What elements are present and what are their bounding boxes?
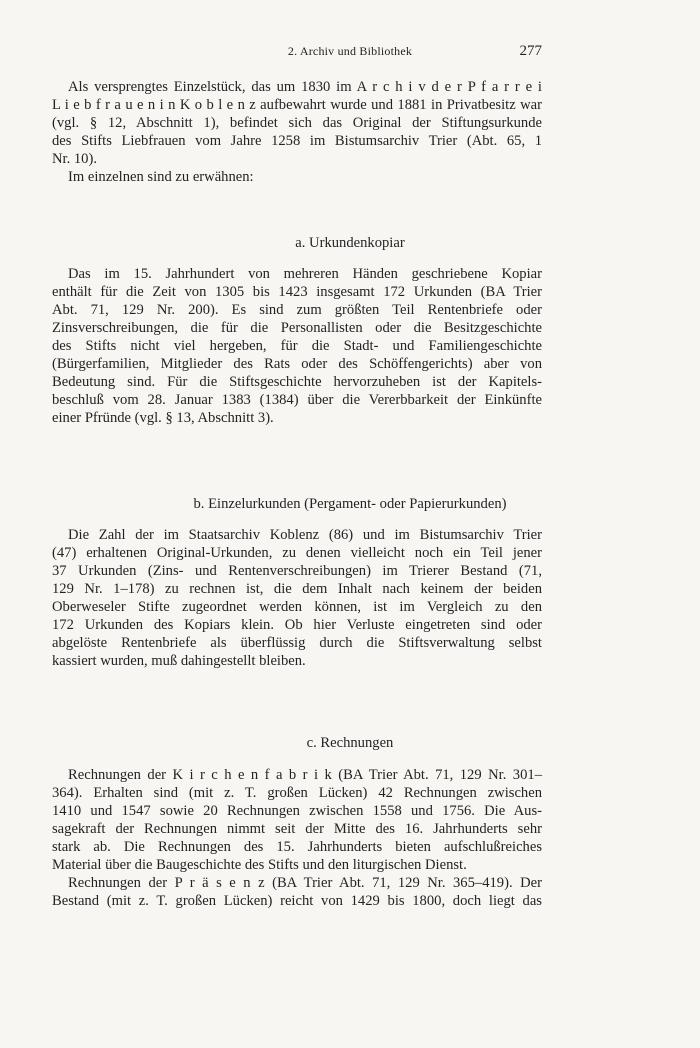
page-number: 277 xyxy=(519,43,542,59)
text-line: L i e b f r a u e n i n K o b l e n z aufbewahrt wurde und 1881 in Privatbesitz war xyxy=(52,97,542,113)
text-line: Als versprengtes Einzelstück, das um 1830 im A r c h i v d e r P f a r r e i xyxy=(68,79,542,95)
section-c-body xyxy=(52,766,542,910)
text-line: Bestand (mit z. T. großen Lücken) reicht von 1429 bis 1800, doch liegt das xyxy=(52,893,542,909)
text-line: 37 Urkunden (Zins- und Rentenverschreibungen) im Trierer Bestand (71, xyxy=(52,563,542,579)
text-line: (47) erhaltenen Original-Urkunden, zu denen vielleicht noch ein Teil jener xyxy=(52,545,542,561)
text-line: Zinsverschreibungen, die für die Personallisten oder die Besitzgeschichte xyxy=(52,320,542,336)
text-line: (vgl. § 12, Abschnitt 1), befindet sich das Original der Stiftungsurkunde xyxy=(52,115,542,131)
text-line: Rechnungen der P r ä s e n z (BA Trier Abt. 71, 129 Nr. 365–419). Der xyxy=(68,875,542,891)
text-line: enthält für die Zeit von 1305 bis 1423 insgesamt 172 Urkunden (BA Trier xyxy=(52,284,542,300)
text-line: Abt. 71, 129 Nr. 200). Es sind zum größten Teil Rentenbriefe oder xyxy=(52,302,542,318)
text-line: Material über die Baugeschichte des Stifts und den liturgischen Dienst. xyxy=(52,857,467,873)
text-line: 129 Nr. 1–178) zu rechnen ist, die dem Inhalt nach keinem der beiden xyxy=(52,581,542,597)
running-head xyxy=(0,44,700,64)
text-line: des Stifts nicht viel hergeben, für die Stadt- und Familiengeschichte xyxy=(52,338,542,354)
text-line: sagekraft der Rechnungen nimmt seit der Mitte des 16. Jahrhunderts sehr xyxy=(52,821,542,837)
section-b-body xyxy=(52,526,542,670)
text-line: 1410 und 1547 sowie 20 Rechnungen zwischen 1558 und 1756. Die Aus- xyxy=(52,803,542,819)
text-line: Rechnungen der K i r c h e n f a b r i k (BA Trier Abt. 71, 129 Nr. 301– xyxy=(68,767,542,783)
section-heading-a: a. Urkundenkopiar xyxy=(295,235,405,251)
paragraph-intro xyxy=(52,78,542,168)
section-heading-c: c. Rechnungen xyxy=(306,735,394,751)
text-line: abgelöste Rentenbriefe als überflüssig durch die Stiftsverwaltung selbst xyxy=(52,635,542,651)
text-line: Im einzelnen sind zu erwähnen: xyxy=(68,169,254,185)
text-line: Die Zahl der im Staatsarchiv Koblenz (86) und im Bistumsarchiv Trier xyxy=(68,527,542,543)
running-title: 2. Archiv und Bibliothek xyxy=(287,44,413,58)
text-line: (Bürgerfamilien, Mitglieder des Rats oder des Schöffengerichts) aber von xyxy=(52,356,542,372)
text-line: 364). Erhalten sind (mit z. T. großen Lücken) 42 Rechnungen zwischen xyxy=(52,785,542,801)
text-line: Bedeutung sind. Für die Stiftsgeschichte hervorzuheben ist der Kapitels- xyxy=(52,374,542,390)
text-line: stark ab. Die Rechnungen des 15. Jahrhunderts bieten aufschlußreiches xyxy=(52,839,542,855)
section-a-body xyxy=(52,265,542,427)
text-line: des Stifts Liebfrauen vom Jahre 1258 im Bistumsarchiv Trier (Abt. 65, 1 xyxy=(52,133,542,149)
text-line: beschluß vom 28. Januar 1383 (1384) über die Vererbbarkeit der Einkünfte xyxy=(52,392,542,408)
paragraph-enumeration xyxy=(52,168,542,186)
text-line: Das im 15. Jahrhundert von mehreren Händen geschriebene Kopiar xyxy=(68,266,542,282)
text-line: Nr. 10). xyxy=(52,151,97,167)
text-line: Oberweseler Stifte zugeordnet werden können, ist im Vergleich zu den xyxy=(52,599,542,615)
section-heading-b: b. Einzelurkunden (Pergament- oder Papierurkunden) xyxy=(193,496,507,512)
text-line: einer Pfründe (vgl. § 13, Abschnitt 3). xyxy=(52,410,274,426)
text-line: kassiert wurden, muß dahingestellt bleiben. xyxy=(52,653,306,669)
text-line: 172 Urkunden des Kopiars klein. Ob hier Verluste eingetreten sind oder xyxy=(52,617,542,633)
